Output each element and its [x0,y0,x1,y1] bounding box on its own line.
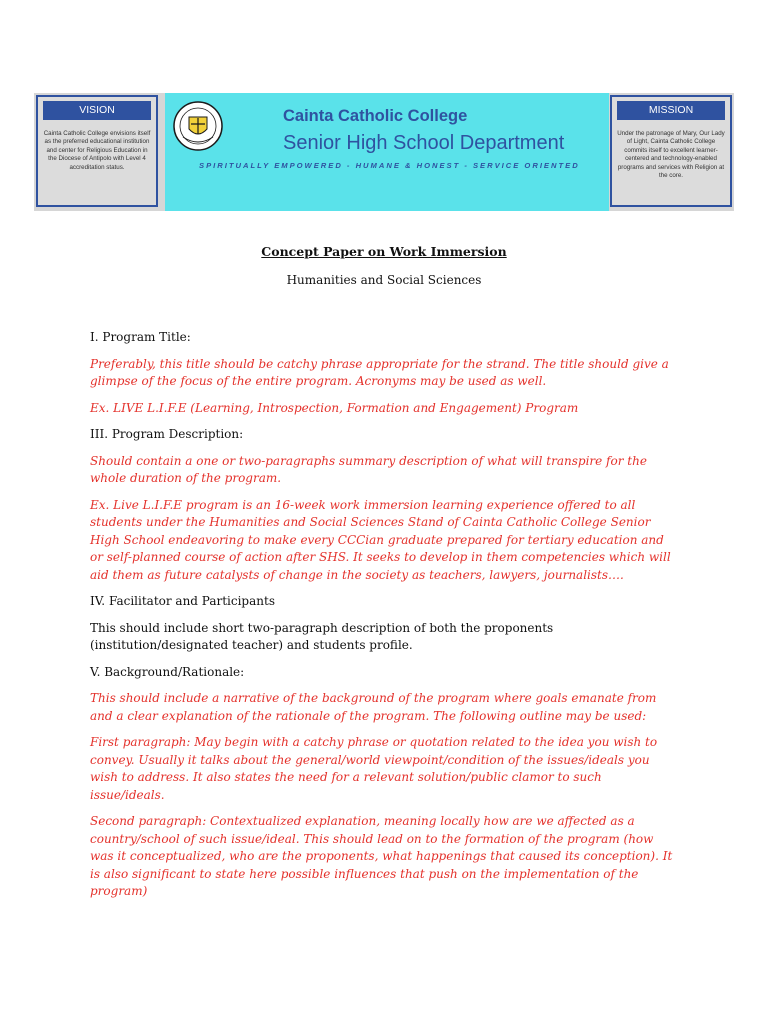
vision-box [36,95,158,207]
document-title: Concept Paper on Work Immersion [261,244,507,259]
guideline-paragraph: Second paragraph: Contextualized explanation, meaning locally how are we affected as a country/school of such issue/ideal. This should lead on to the formation of the program (how was it conceptualized, who are the proponents, what happenings that caused its conception). It is also significant to state here possible influences that push on the implementation of the program) [90,814,673,898]
section-paragraph: V. Background/Rationale: [90,664,245,679]
section-paragraph: III. Program Description: [90,427,244,441]
guideline-paragraph: This should include a narrative of the background of the program where goals emanate from and a clear explanation of the rationale of the program. The following outline may be used: [90,691,657,723]
mission-text: Under the patronage of Mary, Our Lady of Light, Cainta Catholic College commits itself to excellent learner-centered and technology-enabled programs and services with Religion at the core. [617,130,725,180]
section-paragraph: IV. Facilitator and Participants [90,594,275,608]
guideline-paragraph: First paragraph: May begin with a catchy phrase or quotation related to the idea you wish to convey. Usually it talks about the general/world viewpoint/condition of the issues/ideals you wish to address. It also states the need for a relevant solution/public clamor to such issue/ideals. [90,735,658,802]
header-banner [34,93,734,211]
guideline-paragraph: Ex. Live L.I.F.E program is an 16-week work immersion learning experience offered to all students under the Humanities and Social Sciences Stand of Cainta Catholic College Senior High School endeavoring to make every CCCian graduate prepared for tertiary education and or self-planned course of action after SHS. It seeks to develop in them competencies which will aid them as future catalysts of change in the society as teachers, lawyers, journalists…. [90,497,671,582]
mission-box [610,95,732,207]
guideline-paragraph: Preferably, this title should be catchy phrase appropriate for the strand. The title should give a glimpse of the focus of the entire program. Acronyms may be used as well. [90,356,669,388]
section-paragraph: This should include short two-paragraph description of both the proponents (institution/designated teacher) and students profile. [90,620,554,652]
vision-heading: VISION [43,101,151,120]
document-subtitle: Humanities and Social Sciences [286,273,482,287]
section-paragraph: I. Program Title: [90,330,191,344]
tagline: SPIRITUALLY EMPOWERED - HUMANE & HONEST - SERVICE ORIENTED [199,161,580,170]
department-name: Senior High School Department [283,132,565,154]
mission-heading: MISSION [617,101,725,120]
document-body [90,329,680,910]
college-header [165,93,609,211]
guideline-paragraph: Ex. LIVE L.I.F.E (Learning, Introspection, Formation and Engagement) Program [90,400,579,415]
guideline-paragraph: Should contain a one or two-paragraphs summary description of what will transpire for the whole duration of the program. [90,453,647,485]
vision-text: Cainta Catholic College envisions itself as the preferred educational institution and center for Religious Education in the Diocese of Antipolo with Level 4 accreditation status. [43,130,151,171]
college-name: Cainta Catholic College [283,107,468,125]
college-seal-icon [173,101,223,151]
